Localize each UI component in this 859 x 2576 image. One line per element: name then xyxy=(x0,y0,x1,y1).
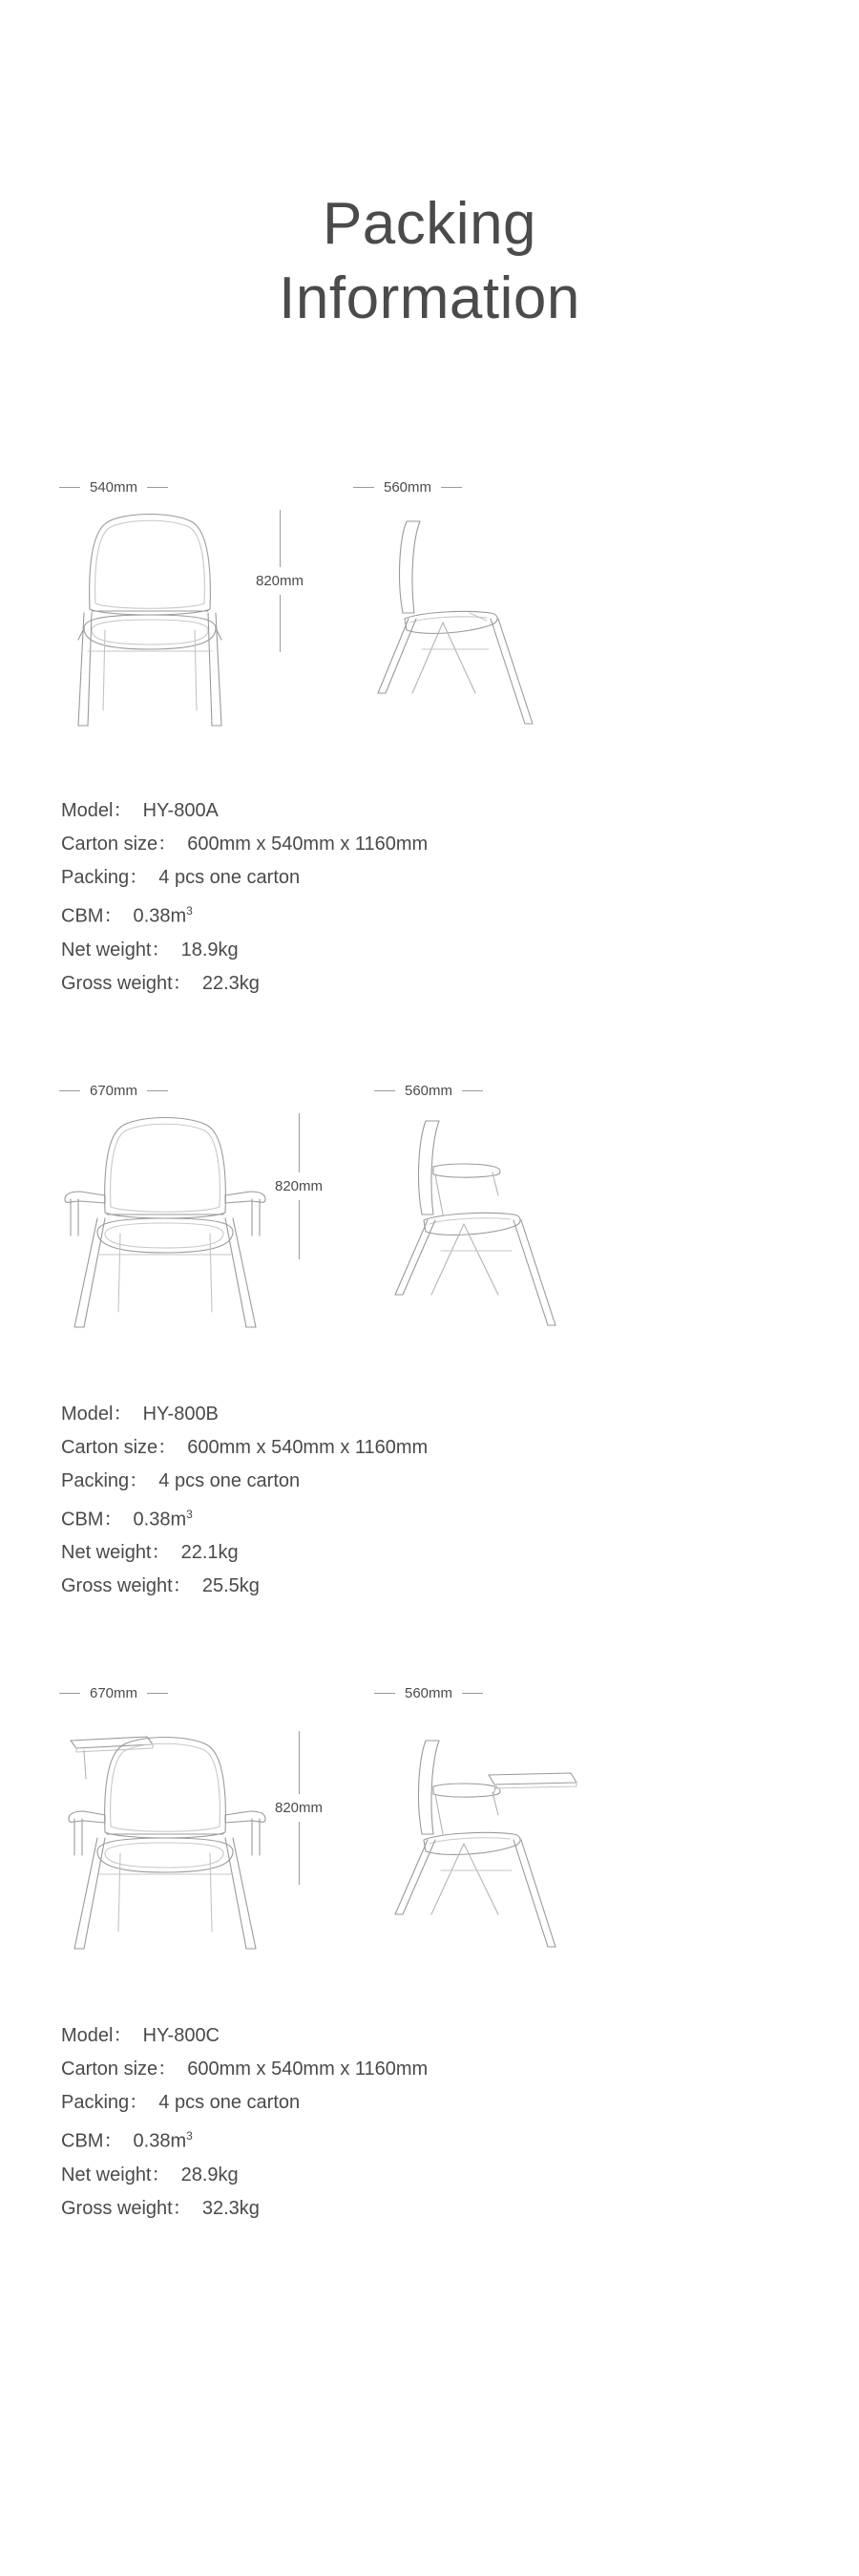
specs-hy-800b xyxy=(0,1398,859,1604)
spec-gross-weight: Gross weight： 22.3kg xyxy=(61,972,260,994)
height-value: 820mm xyxy=(275,1800,324,1817)
spec-packing: Packing： 4 pcs one carton xyxy=(61,867,301,888)
spec-cbm-exponent: 3 xyxy=(186,904,193,918)
dimension-rule-left-icon xyxy=(353,487,374,488)
front-width-value: 670mm xyxy=(90,1685,138,1702)
dimension-rule-bottom-icon xyxy=(280,595,281,652)
height-dimension-hy-800b xyxy=(275,1113,323,1304)
dimension-rule-top-icon xyxy=(299,1731,300,1794)
page-title-line-2: Information xyxy=(279,265,580,331)
spec-cbm xyxy=(61,1498,859,1537)
dimension-rule-top-icon xyxy=(280,510,281,567)
spec-carton-size: Carton size： 600mm x 540mm x 1160mm xyxy=(61,834,429,855)
spec-cbm-label: CBM： 0.38m xyxy=(61,2130,187,2152)
side-width-value: 560mm xyxy=(384,479,432,496)
dimension-rule-right-icon xyxy=(462,1693,483,1694)
chair-front-view-hy-800a xyxy=(50,506,250,735)
side-width-value: 560mm xyxy=(405,1082,453,1099)
spec-carton-size: Carton size： 600mm x 540mm x 1160mm xyxy=(61,2059,429,2080)
spec-cbm xyxy=(61,2120,859,2159)
page-title-line-1: Packing xyxy=(322,191,537,257)
chair-front-view-hy-800b xyxy=(42,1108,281,1337)
dimension-rule-right-icon xyxy=(441,487,462,488)
chair-side-view-hy-800b xyxy=(374,1108,584,1337)
spec-net-weight: Net weight： 22.1kg xyxy=(61,1542,239,1564)
dimension-rule-bottom-icon xyxy=(299,1200,300,1259)
chair-side-view-hy-800c xyxy=(374,1720,613,1958)
side-width-value: 560mm xyxy=(405,1685,453,1702)
front-width-dimension-hy-800c xyxy=(59,1685,168,1701)
specs-hy-800a xyxy=(0,794,859,1001)
front-width-value: 540mm xyxy=(90,479,138,496)
figure-group-hy-800c xyxy=(0,1685,859,2019)
specs-hy-800c xyxy=(0,2019,859,2226)
front-width-dimension-hy-800a xyxy=(59,479,168,496)
spec-packing: Packing： 4 pcs one carton xyxy=(61,1469,301,1491)
spec-gross-weight: Gross weight： 25.5kg xyxy=(61,1575,260,1597)
product-section-hy-800a xyxy=(0,479,859,1001)
spec-net-weight: Net weight： 18.9kg xyxy=(61,939,239,961)
dimension-rule-left-icon xyxy=(374,1693,395,1694)
figure-group-hy-800a xyxy=(0,479,859,794)
spec-cbm xyxy=(61,895,859,934)
spec-model: Model： HY-800B xyxy=(61,1403,219,1425)
side-width-dimension-hy-800b xyxy=(374,1083,483,1099)
front-width-value: 670mm xyxy=(90,1082,138,1099)
chair-front-view-hy-800c xyxy=(42,1720,281,1958)
height-value: 820mm xyxy=(256,573,304,589)
height-dimension-hy-800a xyxy=(256,510,304,701)
height-dimension-hy-800c xyxy=(275,1731,323,1932)
spec-cbm-exponent: 3 xyxy=(186,1507,193,1521)
dimension-rule-right-icon xyxy=(462,1090,483,1091)
figure-group-hy-800b xyxy=(0,1083,859,1398)
dimension-rule-right-icon xyxy=(147,487,168,488)
dimension-rule-left-icon xyxy=(59,487,80,488)
product-section-hy-800c xyxy=(0,1685,859,2226)
dimension-rule-top-icon xyxy=(299,1113,300,1172)
spec-model: Model： HY-800A xyxy=(61,800,219,821)
spec-cbm-label: CBM： 0.38m xyxy=(61,1509,187,1531)
chair-side-view-hy-800a xyxy=(355,506,555,735)
page-title xyxy=(0,0,859,336)
spec-gross-weight: Gross weight： 32.3kg xyxy=(61,2197,260,2219)
dimension-rule-right-icon xyxy=(147,1090,168,1091)
dimension-rule-left-icon xyxy=(59,1693,80,1694)
dimension-rule-left-icon xyxy=(59,1090,80,1091)
spec-packing: Packing： 4 pcs one carton xyxy=(61,2092,301,2114)
dimension-rule-left-icon xyxy=(374,1090,395,1091)
side-width-dimension-hy-800a xyxy=(353,479,462,496)
spec-net-weight: Net weight： 28.9kg xyxy=(61,2164,239,2185)
spec-cbm-label: CBM： 0.38m xyxy=(61,905,187,927)
spec-model: Model： HY-800C xyxy=(61,2025,220,2047)
height-value: 820mm xyxy=(275,1177,324,1194)
front-width-dimension-hy-800b xyxy=(59,1083,168,1099)
product-section-hy-800b xyxy=(0,1083,859,1604)
spec-cbm-exponent: 3 xyxy=(186,2129,193,2143)
side-width-dimension-hy-800c xyxy=(374,1685,483,1701)
dimension-rule-right-icon xyxy=(147,1693,168,1694)
spec-carton-size: Carton size： 600mm x 540mm x 1160mm xyxy=(61,1436,429,1458)
dimension-rule-bottom-icon xyxy=(299,1822,300,1885)
